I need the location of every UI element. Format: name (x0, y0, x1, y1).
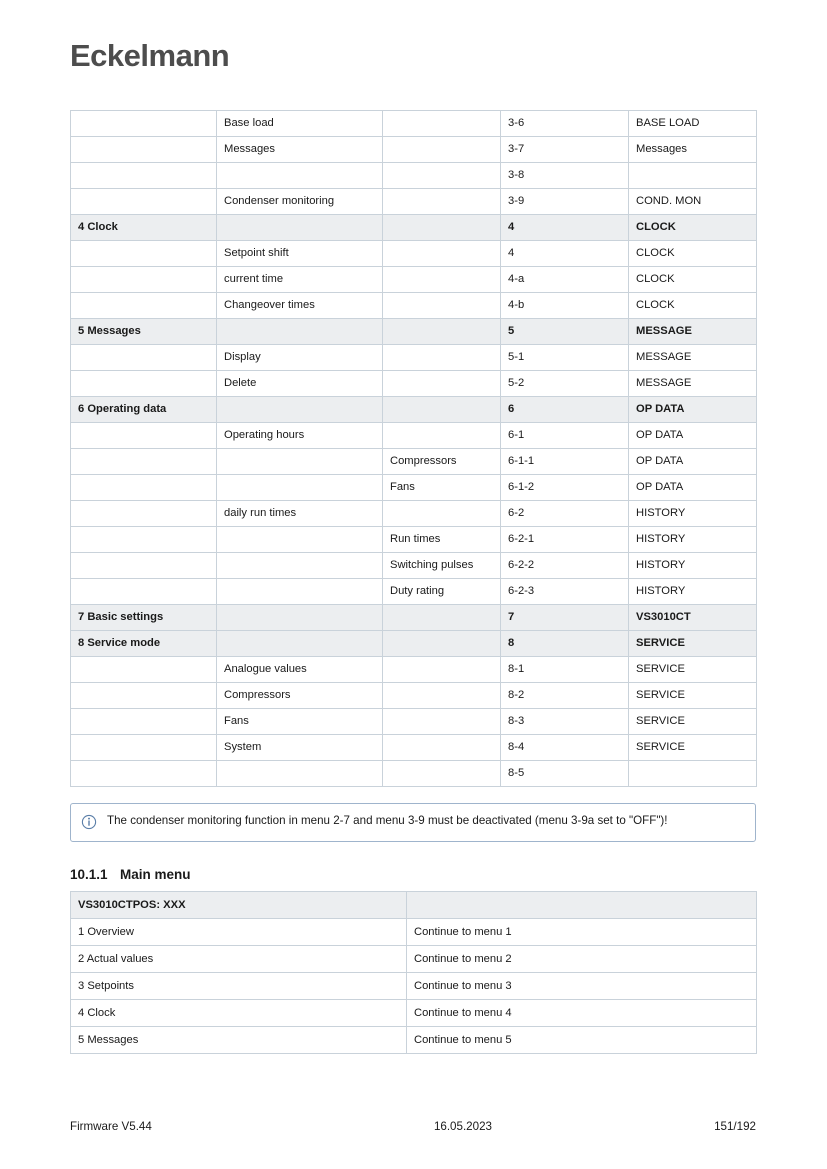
section-title: Main menu (120, 867, 191, 882)
note-text: The condenser monitoring function in menu 2-7 and menu 3-9 must be deactivated (menu 3-9a set to "OFF")! (107, 814, 668, 827)
main-menu-cell-right: Continue to menu 1 (407, 919, 757, 946)
table-cell-display: SERVICE (629, 657, 757, 683)
page-content (70, 110, 756, 1054)
table-cell-level2: Compressors (217, 683, 383, 709)
table-cell-display: OP DATA (629, 423, 757, 449)
main-menu-cell-right: Continue to menu 3 (407, 973, 757, 1000)
table-cell-display: SERVICE (629, 683, 757, 709)
table-cell-level1 (71, 267, 217, 293)
table-cell-level2: Base load (217, 111, 383, 137)
table-cell-level3 (383, 501, 501, 527)
table-cell-level2 (217, 527, 383, 553)
table-cell-level1 (71, 735, 217, 761)
table-cell-level1 (71, 553, 217, 579)
table-cell-level3 (383, 657, 501, 683)
table-cell-level3 (383, 163, 501, 189)
table-cell-display: BASE LOAD (629, 111, 757, 137)
table-row (71, 293, 757, 319)
table-cell-display: CLOCK (629, 267, 757, 293)
main-menu-cell-left: 3 Setpoints (71, 973, 407, 1000)
table-cell-code: 6 (501, 397, 629, 423)
section-number: 10.1.1 (70, 867, 108, 882)
table-cell-code: 4-b (501, 293, 629, 319)
main-menu-cell-right: Continue to menu 5 (407, 1027, 757, 1054)
table-cell-level2 (217, 761, 383, 787)
table-row (71, 475, 757, 501)
table-cell-level3 (383, 605, 501, 631)
table-cell-display: HISTORY (629, 527, 757, 553)
table-cell-code: 3-8 (501, 163, 629, 189)
list-item (71, 919, 757, 946)
table-row (71, 371, 757, 397)
table-cell-display: VS3010CT (629, 605, 757, 631)
table-cell-level2: Fans (217, 709, 383, 735)
table-cell-code: 4 (501, 215, 629, 241)
table-cell-level2: Condenser monitoring (217, 189, 383, 215)
table-cell-level1 (71, 293, 217, 319)
table-cell-level3 (383, 111, 501, 137)
footer-page-number: 151/192 (714, 1120, 756, 1133)
table-cell-display: SERVICE (629, 735, 757, 761)
table-cell-code: 8-5 (501, 761, 629, 787)
menu-structure-table (70, 110, 757, 787)
table-cell-level3 (383, 241, 501, 267)
main-menu-header-left: VS3010CTPOS: XXX (71, 892, 407, 919)
table-cell-code: 3-9 (501, 189, 629, 215)
table-row (71, 163, 757, 189)
table-cell-display: MESSAGE (629, 319, 757, 345)
table-cell-level1 (71, 371, 217, 397)
table-cell-code: 6-1-1 (501, 449, 629, 475)
table-row (71, 137, 757, 163)
table-cell-code: 8-4 (501, 735, 629, 761)
table-cell-code: 6-2 (501, 501, 629, 527)
table-row (71, 761, 757, 787)
note-box (70, 803, 756, 842)
table-cell-code: 3-6 (501, 111, 629, 137)
table-cell-display: HISTORY (629, 553, 757, 579)
table-cell-level2: Setpoint shift (217, 241, 383, 267)
info-icon (81, 814, 97, 830)
table-cell-level3 (383, 267, 501, 293)
main-menu-table (70, 891, 757, 1054)
table-cell-level3 (383, 215, 501, 241)
list-item (71, 946, 757, 973)
table-cell-display (629, 163, 757, 189)
list-item (71, 973, 757, 1000)
table-cell-code: 6-2-1 (501, 527, 629, 553)
table-cell-level1 (71, 657, 217, 683)
table-cell-level1 (71, 111, 217, 137)
table-row (71, 553, 757, 579)
table-cell-display: COND. MON (629, 189, 757, 215)
main-menu-cell-right: Continue to menu 4 (407, 1000, 757, 1027)
table-cell-level1 (71, 579, 217, 605)
table-cell-level2 (217, 163, 383, 189)
table-cell-display: Messages (629, 137, 757, 163)
table-cell-level3 (383, 423, 501, 449)
main-menu-cell-left: 5 Messages (71, 1027, 407, 1054)
table-cell-code: 8 (501, 631, 629, 657)
table-cell-code: 5-2 (501, 371, 629, 397)
footer-firmware: Firmware V5.44 (70, 1120, 152, 1133)
table-row (71, 449, 757, 475)
table-cell-level1 (71, 189, 217, 215)
main-menu-header-right (407, 892, 757, 919)
table-cell-code: 5-1 (501, 345, 629, 371)
main-menu-cell-right: Continue to menu 2 (407, 946, 757, 973)
table-row (71, 319, 757, 345)
table-cell-level2: Messages (217, 137, 383, 163)
table-cell-level3 (383, 735, 501, 761)
table-cell-level3 (383, 137, 501, 163)
table-cell-code: 5 (501, 319, 629, 345)
table-row (71, 423, 757, 449)
table-row (71, 657, 757, 683)
table-cell-level2: daily run times (217, 501, 383, 527)
table-cell-display: HISTORY (629, 579, 757, 605)
table-cell-level1: 8 Service mode (71, 631, 217, 657)
table-cell-level1 (71, 527, 217, 553)
table-cell-level3: Compressors (383, 449, 501, 475)
table-cell-level3: Duty rating (383, 579, 501, 605)
table-cell-display (629, 761, 757, 787)
table-cell-level1 (71, 241, 217, 267)
table-row (71, 111, 757, 137)
table-cell-display: MESSAGE (629, 371, 757, 397)
table-cell-display: CLOCK (629, 241, 757, 267)
table-cell-level2 (217, 475, 383, 501)
table-cell-level3: Fans (383, 475, 501, 501)
table-row (71, 397, 757, 423)
table-cell-display: OP DATA (629, 475, 757, 501)
table-cell-level1 (71, 345, 217, 371)
table-cell-code: 8-3 (501, 709, 629, 735)
table-cell-level2 (217, 215, 383, 241)
page-footer (70, 1120, 756, 1133)
table-cell-display: OP DATA (629, 449, 757, 475)
table-cell-code: 6-1 (501, 423, 629, 449)
table-cell-level3 (383, 319, 501, 345)
table-cell-level2 (217, 449, 383, 475)
table-cell-code: 7 (501, 605, 629, 631)
section-heading (70, 867, 756, 882)
table-cell-code: 3-7 (501, 137, 629, 163)
table-cell-code: 8-2 (501, 683, 629, 709)
brand-logo: Eckelmann (70, 38, 230, 73)
table-cell-level2 (217, 631, 383, 657)
table-row (71, 735, 757, 761)
table-cell-display: SERVICE (629, 631, 757, 657)
table-row (71, 345, 757, 371)
table-cell-level2: current time (217, 267, 383, 293)
table-cell-display: CLOCK (629, 215, 757, 241)
table-cell-level1 (71, 709, 217, 735)
table-cell-display: CLOCK (629, 293, 757, 319)
table-cell-level3 (383, 371, 501, 397)
table-cell-level3 (383, 631, 501, 657)
table-cell-level2 (217, 605, 383, 631)
table-cell-level1: 6 Operating data (71, 397, 217, 423)
main-menu-cell-left: 4 Clock (71, 1000, 407, 1027)
table-row (71, 527, 757, 553)
table-cell-code: 4-a (501, 267, 629, 293)
table-cell-level1 (71, 137, 217, 163)
table-cell-level1 (71, 475, 217, 501)
table-cell-level1 (71, 683, 217, 709)
table-row (71, 189, 757, 215)
table-row (71, 501, 757, 527)
table-cell-level3: Switching pulses (383, 553, 501, 579)
table-cell-level3 (383, 709, 501, 735)
table-cell-level3: Run times (383, 527, 501, 553)
table-row (71, 267, 757, 293)
main-menu-cell-left: 1 Overview (71, 919, 407, 946)
table-cell-level1 (71, 449, 217, 475)
table-cell-display: MESSAGE (629, 345, 757, 371)
table-row (71, 215, 757, 241)
table-cell-display: SERVICE (629, 709, 757, 735)
table-cell-level1: 4 Clock (71, 215, 217, 241)
table-cell-level2 (217, 397, 383, 423)
table-cell-level1 (71, 423, 217, 449)
table-row (71, 683, 757, 709)
table-cell-level1 (71, 761, 217, 787)
table-cell-level2: Operating hours (217, 423, 383, 449)
table-cell-code: 4 (501, 241, 629, 267)
table-row (71, 631, 757, 657)
table-cell-level3 (383, 293, 501, 319)
table-cell-code: 6-2-2 (501, 553, 629, 579)
table-cell-level3 (383, 345, 501, 371)
table-cell-level2 (217, 319, 383, 345)
table-cell-code: 8-1 (501, 657, 629, 683)
table-row (71, 579, 757, 605)
table-row (71, 709, 757, 735)
table-cell-code: 6-1-2 (501, 475, 629, 501)
table-cell-display: OP DATA (629, 397, 757, 423)
table-row (71, 605, 757, 631)
table-cell-level2: Display (217, 345, 383, 371)
table-cell-level3 (383, 761, 501, 787)
table-cell-code: 6-2-3 (501, 579, 629, 605)
table-cell-level1 (71, 501, 217, 527)
table-cell-level1: 5 Messages (71, 319, 217, 345)
main-menu-cell-left: 2 Actual values (71, 946, 407, 973)
list-item (71, 1000, 757, 1027)
table-cell-level2: Changeover times (217, 293, 383, 319)
footer-date: 16.05.2023 (433, 1120, 492, 1133)
table-header-row (71, 892, 757, 919)
table-cell-level2: Delete (217, 371, 383, 397)
table-cell-level2: Analogue values (217, 657, 383, 683)
table-cell-level2 (217, 579, 383, 605)
table-cell-level2: System (217, 735, 383, 761)
table-cell-level3 (383, 397, 501, 423)
table-cell-level1: 7 Basic settings (71, 605, 217, 631)
table-cell-level1 (71, 163, 217, 189)
table-cell-level3 (383, 189, 501, 215)
table-cell-display: HISTORY (629, 501, 757, 527)
table-cell-level2 (217, 553, 383, 579)
table-cell-level3 (383, 683, 501, 709)
table-row (71, 241, 757, 267)
list-item (71, 1027, 757, 1054)
